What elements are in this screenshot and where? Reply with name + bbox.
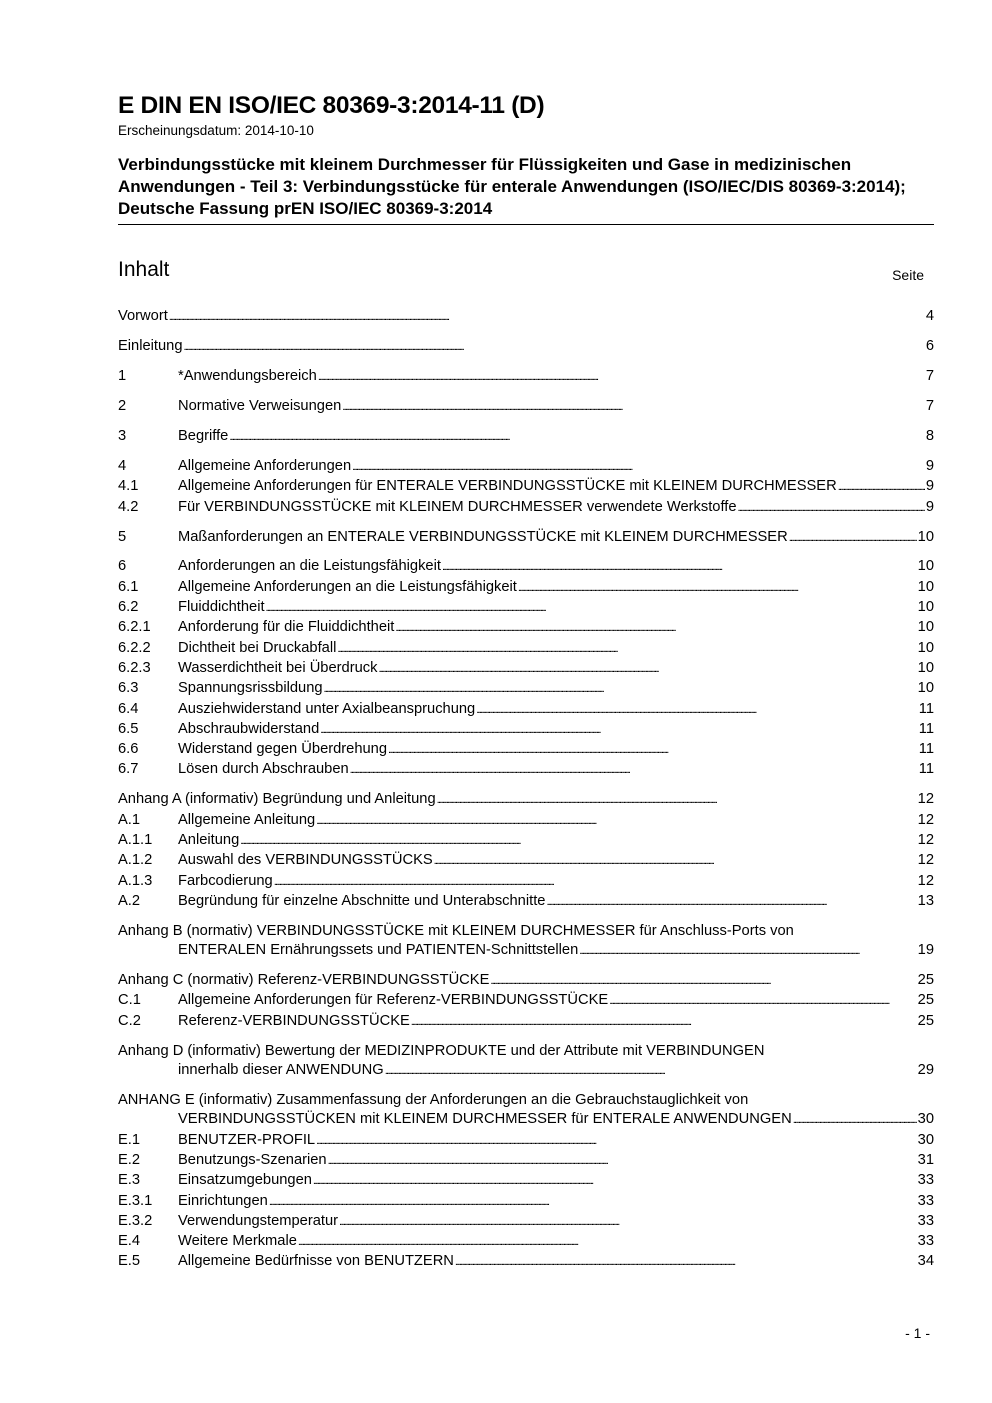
table-of-contents xyxy=(118,307,934,1273)
toc-entry-number: 6.4 xyxy=(118,700,139,717)
toc-leader-dots xyxy=(324,679,917,699)
toc-entry-label: Einsatzumgebungen xyxy=(178,1172,312,1189)
toc-entry[interactable] xyxy=(118,367,934,387)
toc-entry-page: 7 xyxy=(925,397,934,414)
toc-entry-label: ANHANG E (informativ) Zusammenfassung der Anforderungen an die Gebrauchstauglichkeit von xyxy=(118,1092,749,1109)
toc-entry-number: E.3.1 xyxy=(118,1192,153,1209)
toc-entry-page: 25 xyxy=(917,992,934,1009)
toc-leader-dots xyxy=(240,831,916,851)
toc-entry-page: 9 xyxy=(925,478,934,495)
toc-entry[interactable] xyxy=(118,618,934,638)
toc-entry-label: Auswahl des VERBINDUNGSSTÜCKS xyxy=(178,852,433,869)
toc-entry-label: Dichtheit bei Druckabfall xyxy=(178,639,337,656)
toc-entry-label: Allgemeine Bedürfnisse von BENUTZERN xyxy=(178,1253,454,1270)
toc-entry-label: Einrichtungen xyxy=(178,1192,268,1209)
toc-entry-number: E.3 xyxy=(118,1172,141,1189)
toc-entry[interactable] xyxy=(118,598,934,618)
toc-entry-label: Abschraubwiderstand xyxy=(178,720,320,737)
toc-entry-label: Referenz-VERBINDUNGSSTÜCKE xyxy=(178,1012,410,1029)
toc-entry[interactable] xyxy=(118,851,934,871)
toc-entry-label: Anforderungen an die Leistungsfähigkeit xyxy=(178,558,441,575)
toc-entry-number: 6.5 xyxy=(118,720,139,737)
toc-entry-label: *Anwendungsbereich xyxy=(178,367,317,384)
toc-entry-label: Für VERBINDUNGSSTÜCKE mit KLEINEM DURCHMESSER verwendete Werkstoffe xyxy=(178,498,737,515)
toc-entry-number: A.1.3 xyxy=(118,872,153,889)
toc-entry-page: 11 xyxy=(918,700,934,717)
toc-entry-number: 3 xyxy=(118,427,127,444)
toc-header xyxy=(118,258,934,288)
toc-entry[interactable] xyxy=(118,639,934,659)
toc-entry-label: Anhang A (informativ) Begründung und Anleitung xyxy=(118,791,436,808)
toc-entry-label: Fluiddichtheit xyxy=(178,599,265,616)
toc-leader-dots xyxy=(434,851,917,871)
toc-entry-page: 10 xyxy=(917,619,934,636)
toc-entry-page: 12 xyxy=(917,852,934,869)
toc-entry[interactable] xyxy=(118,1171,934,1191)
toc-entry[interactable] xyxy=(118,1042,934,1082)
toc-title: Inhalt xyxy=(118,258,170,281)
toc-leader-dots xyxy=(738,498,925,518)
toc-entry[interactable] xyxy=(118,811,934,831)
toc-entry-label: Anhang C (normativ) Referenz-VERBINDUNGSSTÜCKE xyxy=(118,972,490,989)
toc-entry-page: 10 xyxy=(917,599,934,616)
toc-leader-dots xyxy=(838,477,925,497)
toc-leader-dots xyxy=(313,1171,917,1191)
toc-entry-number: 6.3 xyxy=(118,680,139,697)
toc-leader-dots xyxy=(184,337,925,357)
toc-entry-number: A.2 xyxy=(118,892,141,909)
toc-entry-page: 10 xyxy=(917,659,934,676)
toc-entry-page: 12 xyxy=(917,872,934,889)
toc-leader-dots xyxy=(352,457,925,477)
toc-entry-label: Anhang B (normativ) VERBINDUNGSSTÜCKE mit KLEINEM DURCHMESSER für Anschluss-Ports von xyxy=(118,922,794,939)
toc-leader-dots xyxy=(169,307,925,327)
toc-entry-page: 25 xyxy=(917,972,934,989)
toc-leader-dots xyxy=(316,1131,917,1151)
toc-entry-label: Anleitung xyxy=(178,832,240,849)
toc-entry[interactable] xyxy=(118,1192,934,1212)
toc-entry-number: 6.2.2 xyxy=(118,639,151,656)
toc-entry[interactable] xyxy=(118,991,934,1011)
toc-entry-label-continued: ENTERALEN Ernährungssets und PATIENTEN-Schnittstellen xyxy=(178,942,579,959)
toc-entry[interactable] xyxy=(118,498,934,518)
document-page xyxy=(118,92,934,1273)
toc-entry-number: A.1 xyxy=(118,811,141,828)
toc-entry-label: Allgemeine Anforderungen xyxy=(178,457,352,474)
toc-entry-number: 6.6 xyxy=(118,741,139,758)
toc-entry-page: 33 xyxy=(917,1192,934,1209)
toc-entry[interactable] xyxy=(118,971,934,991)
toc-leader-dots xyxy=(442,557,917,577)
toc-entry[interactable] xyxy=(118,1151,934,1171)
toc-entry[interactable] xyxy=(118,578,934,598)
toc-entry-label: Vorwort xyxy=(118,308,168,324)
toc-entry-page: 13 xyxy=(917,892,934,909)
toc-entry-number: 4.2 xyxy=(118,498,139,515)
toc-entry-number: A.1.1 xyxy=(118,832,153,849)
toc-entry-number: E.3.2 xyxy=(118,1212,153,1229)
toc-entry[interactable] xyxy=(118,307,934,327)
toc-leader-dots xyxy=(395,618,916,638)
toc-entry-label: Einleitung xyxy=(118,337,183,354)
page-column-label: Seite xyxy=(892,267,924,283)
toc-leader-dots xyxy=(437,790,917,810)
toc-entry-page: 29 xyxy=(917,1062,934,1079)
toc-entry-page: 12 xyxy=(917,832,934,849)
toc-entry[interactable] xyxy=(118,922,934,962)
toc-entry-label: Farbcodierung xyxy=(178,872,273,889)
toc-entry-page: 10 xyxy=(917,558,934,575)
toc-entry-page: 9 xyxy=(925,498,934,515)
toc-entry-page: 31 xyxy=(917,1151,934,1168)
publication-date: Erscheinungsdatum: 2014-10-10 xyxy=(118,123,314,138)
toc-entry[interactable] xyxy=(118,1232,934,1252)
toc-entry-label: Wasserdichtheit bei Überdruck xyxy=(178,659,378,676)
toc-entry-number: 6.1 xyxy=(118,578,139,595)
toc-leader-dots xyxy=(455,1252,917,1272)
toc-leader-dots xyxy=(298,1232,917,1252)
toc-entry-page: 33 xyxy=(917,1212,934,1229)
toc-entry-page: 10 xyxy=(917,578,934,595)
toc-entry-number: 6 xyxy=(118,558,127,575)
toc-entry[interactable] xyxy=(118,892,934,912)
toc-leader-dots xyxy=(266,598,917,618)
toc-entry-page: 8 xyxy=(925,427,934,444)
toc-entry[interactable] xyxy=(118,477,934,497)
toc-entry-label: Allgemeine Anforderungen für Referenz-VERBINDUNGSSTÜCKE xyxy=(178,992,609,1009)
toc-entry-page: 12 xyxy=(917,811,934,828)
toc-entry-number: C.1 xyxy=(118,992,141,1009)
document-title: Verbindungsstücke mit kleinem Durchmesser für Flüssigkeiten und Gase in medizinischen Anwendungen - Teil 3: Verbindungsstücke für enterale Anwendungen (ISO/IEC/DIS 80369-3:2014); Deutsche Fassung prEN ISO/IEC 80369-3:2014 xyxy=(118,154,934,225)
toc-leader-dots xyxy=(793,1110,917,1130)
toc-entry-label: Anforderung für die Fluiddichtheit xyxy=(178,619,395,636)
toc-entry-page: 10 xyxy=(917,639,934,656)
toc-entry-number: 6.2.3 xyxy=(118,659,151,676)
toc-entry-label: Allgemeine Anforderungen an die Leistungsfähigkeit xyxy=(178,578,517,595)
toc-leader-dots xyxy=(385,1061,917,1081)
toc-leader-dots xyxy=(269,1192,917,1212)
toc-entry[interactable] xyxy=(118,337,934,357)
toc-entry-number: 6.2 xyxy=(118,599,139,616)
toc-entry-page: 9 xyxy=(925,457,934,474)
toc-leader-dots xyxy=(378,659,916,679)
toc-entry-label: Widerstand gegen Überdrehung xyxy=(178,741,388,758)
document-id: E DIN EN ISO/IEC 80369-3:2014-11 (D) xyxy=(118,92,545,119)
toc-leader-dots xyxy=(337,639,916,659)
toc-entry-page: 11 xyxy=(918,720,934,737)
toc-leader-dots xyxy=(789,528,917,548)
toc-entry-number: E.2 xyxy=(118,1151,141,1168)
toc-leader-dots xyxy=(318,367,925,387)
toc-entry[interactable] xyxy=(118,1131,934,1151)
page-number: - 1 - xyxy=(905,1325,930,1341)
toc-entry-page: 6 xyxy=(925,337,934,354)
toc-entry-number: E.1 xyxy=(118,1131,141,1148)
toc-entry-label: Begriffe xyxy=(178,427,229,444)
toc-entry[interactable] xyxy=(118,1091,934,1131)
toc-entry[interactable] xyxy=(118,679,934,699)
toc-leader-dots xyxy=(342,397,925,417)
toc-entry-number: C.2 xyxy=(118,1012,141,1029)
toc-leader-dots xyxy=(274,872,917,892)
toc-entry-page: 25 xyxy=(917,1012,934,1029)
toc-entry[interactable] xyxy=(118,700,934,720)
toc-entry-number: E.5 xyxy=(118,1253,141,1270)
toc-entry-page: 34 xyxy=(917,1253,934,1270)
toc-entry-label: Benutzungs-Szenarien xyxy=(178,1151,327,1168)
toc-entry-label-continued: VERBINDUNGSSTÜCKEN mit KLEINEM DURCHMESSER für ENTERALE ANWENDUNGEN xyxy=(178,1111,792,1128)
toc-entry-label: Ausziehwiderstand unter Axialbeanspruchung xyxy=(178,700,476,717)
toc-entry-number: 6.7 xyxy=(118,761,139,778)
toc-entry-number: E.4 xyxy=(118,1233,141,1250)
toc-entry-page: 7 xyxy=(925,367,934,384)
toc-entry-page: 11 xyxy=(918,761,934,778)
toc-entry-page: 10 xyxy=(917,680,934,697)
toc-entry[interactable] xyxy=(118,528,934,548)
toc-entry-number: 4 xyxy=(118,457,127,474)
toc-entry-number: 6.2.1 xyxy=(118,619,151,636)
toc-entry-number: 2 xyxy=(118,397,127,414)
toc-entry[interactable] xyxy=(118,1012,934,1032)
toc-leader-dots xyxy=(388,740,918,760)
toc-leader-dots xyxy=(316,811,916,831)
toc-entry[interactable] xyxy=(118,872,934,892)
toc-entry[interactable] xyxy=(118,557,934,577)
toc-entry-label: Maßanforderungen an ENTERALE VERBINDUNGSSTÜCKE mit KLEINEM DURCHMESSER xyxy=(178,528,788,545)
toc-entry[interactable] xyxy=(118,1212,934,1232)
toc-entry-page: 12 xyxy=(917,791,934,808)
toc-entry-label: Allgemeine Anleitung xyxy=(178,811,316,828)
toc-leader-dots xyxy=(328,1151,917,1171)
toc-entry-label-continued: innerhalb dieser ANWENDUNG xyxy=(178,1062,384,1079)
toc-entry-label: BENUTZER-PROFIL xyxy=(178,1131,316,1148)
toc-leader-dots xyxy=(579,941,916,961)
toc-entry-page: 33 xyxy=(917,1172,934,1189)
toc-leader-dots xyxy=(609,991,916,1011)
toc-entry-number: 5 xyxy=(118,528,127,545)
toc-entry[interactable] xyxy=(118,760,934,780)
toc-entry-page: 19 xyxy=(917,942,934,959)
toc-entry-label: Spannungsrissbildung xyxy=(178,680,323,697)
toc-entry[interactable] xyxy=(118,790,934,810)
toc-entry[interactable] xyxy=(118,659,934,679)
toc-leader-dots xyxy=(546,892,916,912)
toc-entry-page: 30 xyxy=(917,1111,934,1128)
toc-entry-number: 4.1 xyxy=(118,478,139,495)
toc-leader-dots xyxy=(518,578,917,598)
toc-entry-label: Lösen durch Abschrauben xyxy=(178,761,349,778)
toc-entry-label: Normative Verweisungen xyxy=(178,397,342,414)
toc-entry[interactable] xyxy=(118,740,934,760)
toc-entry-page: 4 xyxy=(925,308,934,324)
toc-leader-dots xyxy=(490,971,916,991)
toc-entry[interactable] xyxy=(118,831,934,851)
toc-leader-dots xyxy=(411,1012,917,1032)
toc-leader-dots xyxy=(229,427,924,447)
toc-entry[interactable] xyxy=(118,1252,934,1272)
toc-entry[interactable] xyxy=(118,720,934,740)
toc-entry-page: 10 xyxy=(917,528,934,545)
toc-entry[interactable] xyxy=(118,457,934,477)
toc-entry-label: Begründung für einzelne Abschnitte und Unterabschnitte xyxy=(178,892,546,909)
toc-leader-dots xyxy=(339,1212,917,1232)
toc-leader-dots xyxy=(476,700,918,720)
toc-entry-label: Anhang D (informativ) Bewertung der MEDIZINPRODUKTE und der Attribute mit VERBINDUNGEN xyxy=(118,1042,765,1059)
toc-leader-dots xyxy=(350,760,918,780)
toc-entry-number: A.1.2 xyxy=(118,852,153,869)
toc-leader-dots xyxy=(320,720,918,740)
toc-entry[interactable] xyxy=(118,397,934,417)
toc-entry-label: Weitere Merkmale xyxy=(178,1233,297,1250)
toc-entry-page: 30 xyxy=(917,1131,934,1148)
toc-entry-label: Verwendungstemperatur xyxy=(178,1212,339,1229)
toc-entry-page: 11 xyxy=(918,741,934,758)
toc-entry[interactable] xyxy=(118,427,934,447)
toc-entry-page: 33 xyxy=(917,1233,934,1250)
toc-entry-number: 1 xyxy=(118,367,127,384)
toc-entry-label: Allgemeine Anforderungen für ENTERALE VERBINDUNGSSTÜCKE mit KLEINEM DURCHMESSER xyxy=(178,478,837,495)
